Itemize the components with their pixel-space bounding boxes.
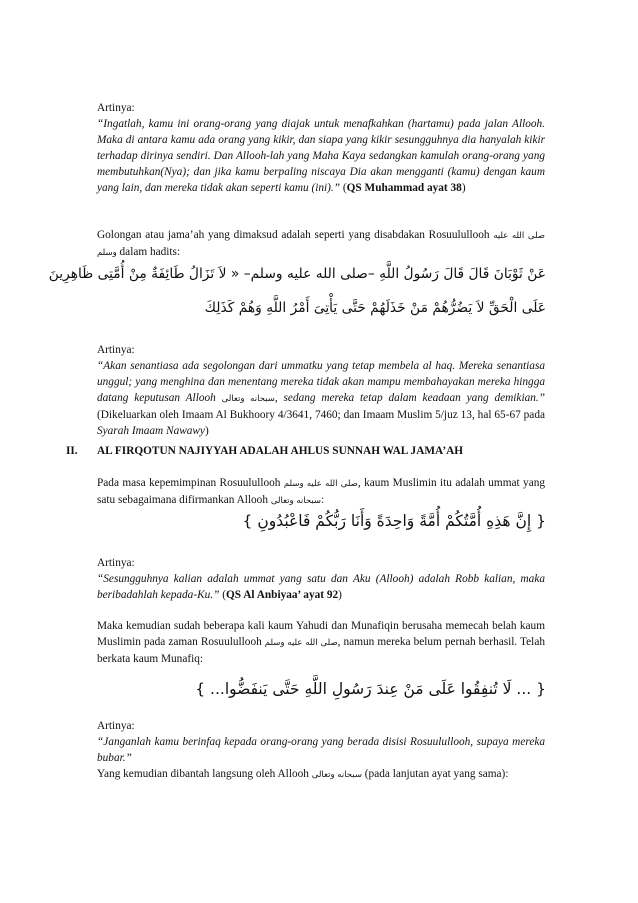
translation-quote-3: “Sesungguhnya kalian adalah ummat yang satu dan Aku (Allooh) adalah Robb kalian, maka beribadahlah kepada-Ku.” (QS Al Anbiyaa’ ayat 92) xyxy=(97,573,545,601)
paragraph-yahudi-munafiqin: Maka kemudian sudah beberapa kali kaum Yahudi dan Munafiqin berusaha memecah belah kaum Muslimin pada zaman Rosuulullooh صلى الله عليه وسلم, namun mereka belum pernah berhasil. Telah berkata kaum Munafiq: xyxy=(97,620,545,665)
hadith-line-2: عَلَى الْحَقِّ لاَ يَضُرُّهُمْ مَنْ خَذَلَهُمْ حَتَّى يَأْتِىَ أَمْرُ اللَّهِ وَهُمْ كَذَلِكَ xyxy=(204,300,546,316)
source-title: Syarah Imaam Nawawy xyxy=(97,425,205,437)
translation-quote-4: “Janganlah kamu berinfaq kepada orang-orang yang berada disisi Rosuulullooh, supaya mereka bubar.” xyxy=(97,736,545,764)
salawat-text: صلى الله عليه وسلم xyxy=(264,638,338,648)
artinya-label-1: Artinya: xyxy=(97,102,135,114)
quran-verse-anbiyaa: { إِنَّ هَذِهِ أُمَّتُكُمْ أُمَّةً وَاحِدَةً وَأَنَا رَبُّكُمْ فَاعْبُدُونِ } xyxy=(242,512,546,530)
salawat-text: صلى الله عليه وسلم xyxy=(283,479,358,489)
quran-verse-munafiqun: { ... لَا تُنفِقُوا عَلَى مَنْ عِندَ رَسُولِ اللَّهِ حَتَّى يَنفَضُّوا... } xyxy=(195,680,546,698)
paragraph-kepemimpinan: Pada masa kepemimpinan Rosuulullooh صلى الله عليه وسلم, kaum Muslimin itu adalah ummat yang satu sebagaimana difirmankan Allooh سبحانه وتعالى: xyxy=(97,477,546,506)
quote-text: “Ingatlah, kamu ini orang-orang yang diajak untuk menafkahkan (hartamu) pada jalan Allooh. Maka di antara kamu ada orang yang kikir, dan siapa yang kikir sesungguhnya dia hanyalah kikir terhadap dirinya sendiri. Dan Allooh-lah yang Maha Kaya sedangkan kamulah orang-orang yang membutuhkan(Nya); dan jika kamu berpaling niscaya Dia akan mengganti (kamu) dengan kaum yang lain, dan mereka tidak akan seperti kamu (ini).” xyxy=(97,118,545,194)
subhanahu-text: سبحانه وتعالى xyxy=(221,394,275,404)
verse-reference: QS Muhammad ayat 38 xyxy=(346,182,462,194)
heading-title: AL FIRQOTUN NAJIYYAH ADALAH AHLUS SUNNAH WAL JAMA’AH xyxy=(97,445,464,457)
verse-reference: QS Al Anbiyaa’ ayat 92 xyxy=(225,589,339,601)
section-heading xyxy=(66,443,556,459)
artinya-label-4: Artinya: xyxy=(97,720,135,732)
artinya-label-3: Artinya: xyxy=(97,557,135,569)
subhanahu-text: سبحانه وتعالى xyxy=(270,496,322,506)
heading-number: II. xyxy=(66,445,78,457)
subhanahu-text: سبحانه وتعالى xyxy=(311,770,362,780)
translation-quote-1: “Ingatlah, kamu ini orang-orang yang diajak untuk menafkahkan (hartamu) pada jalan Allooh. Maka di antara kamu ada orang yang kikir, dan siapa yang kikir sesungguhnya dia hanyalah kikir terhadap dirinya sendiri. Dan Allooh-lah yang Maha Kaya sedangkan kamulah orang-orang yang membutuhkan(Nya); dan jika kamu berpaling niscaya Dia akan mengganti (kamu) dengan kaum yang lain, dan mereka tidak akan seperti kamu (ini).” (QS Muhammad ayat 38) xyxy=(97,118,545,194)
paragraph-dibantah: Yang kemudian dibantah langsung oleh Allooh سبحانه وتعالى (pada lanjutan ayat yang sama): xyxy=(97,768,509,780)
paragraph-golongan: Golongan atau jama’ah yang dimaksud adalah seperti yang disabdakan Rosuulullooh صلى الله عليه وسلم dalam hadits: xyxy=(97,229,545,258)
artinya-label-2: Artinya: xyxy=(97,344,135,356)
translation-quote-2: “Akan senantiasa ada segolongan dari ummatku yang tetap membela al haq. Mereka senantiasa unggul; yang menghina dan menentang mereka tidak akan mampu membahayakan mereka hingga datang keputusan Allooh سبحانه وتعالى, sedang mereka tetap dalam keadaan yang demikian.” (Dikeluarkan oleh Imaam Al Bukhoory 4/3641, 7460; dan Imaam Muslim 5/juz 13, hal 65-67 pada Syarah Imaam Nawawy) xyxy=(97,360,545,437)
salawat-text: صلى الله عليه وسلم xyxy=(97,231,545,258)
hadith-line-1: عَنْ ثَوْبَانَ قَالَ قَالَ رَسُولُ اللَّهِ –صلى الله عليه وسلم– « لاَ تَزَالُ طَائِفَةٌ مِنْ أُمَّتِى ظَاهِرِينَ xyxy=(48,266,546,282)
